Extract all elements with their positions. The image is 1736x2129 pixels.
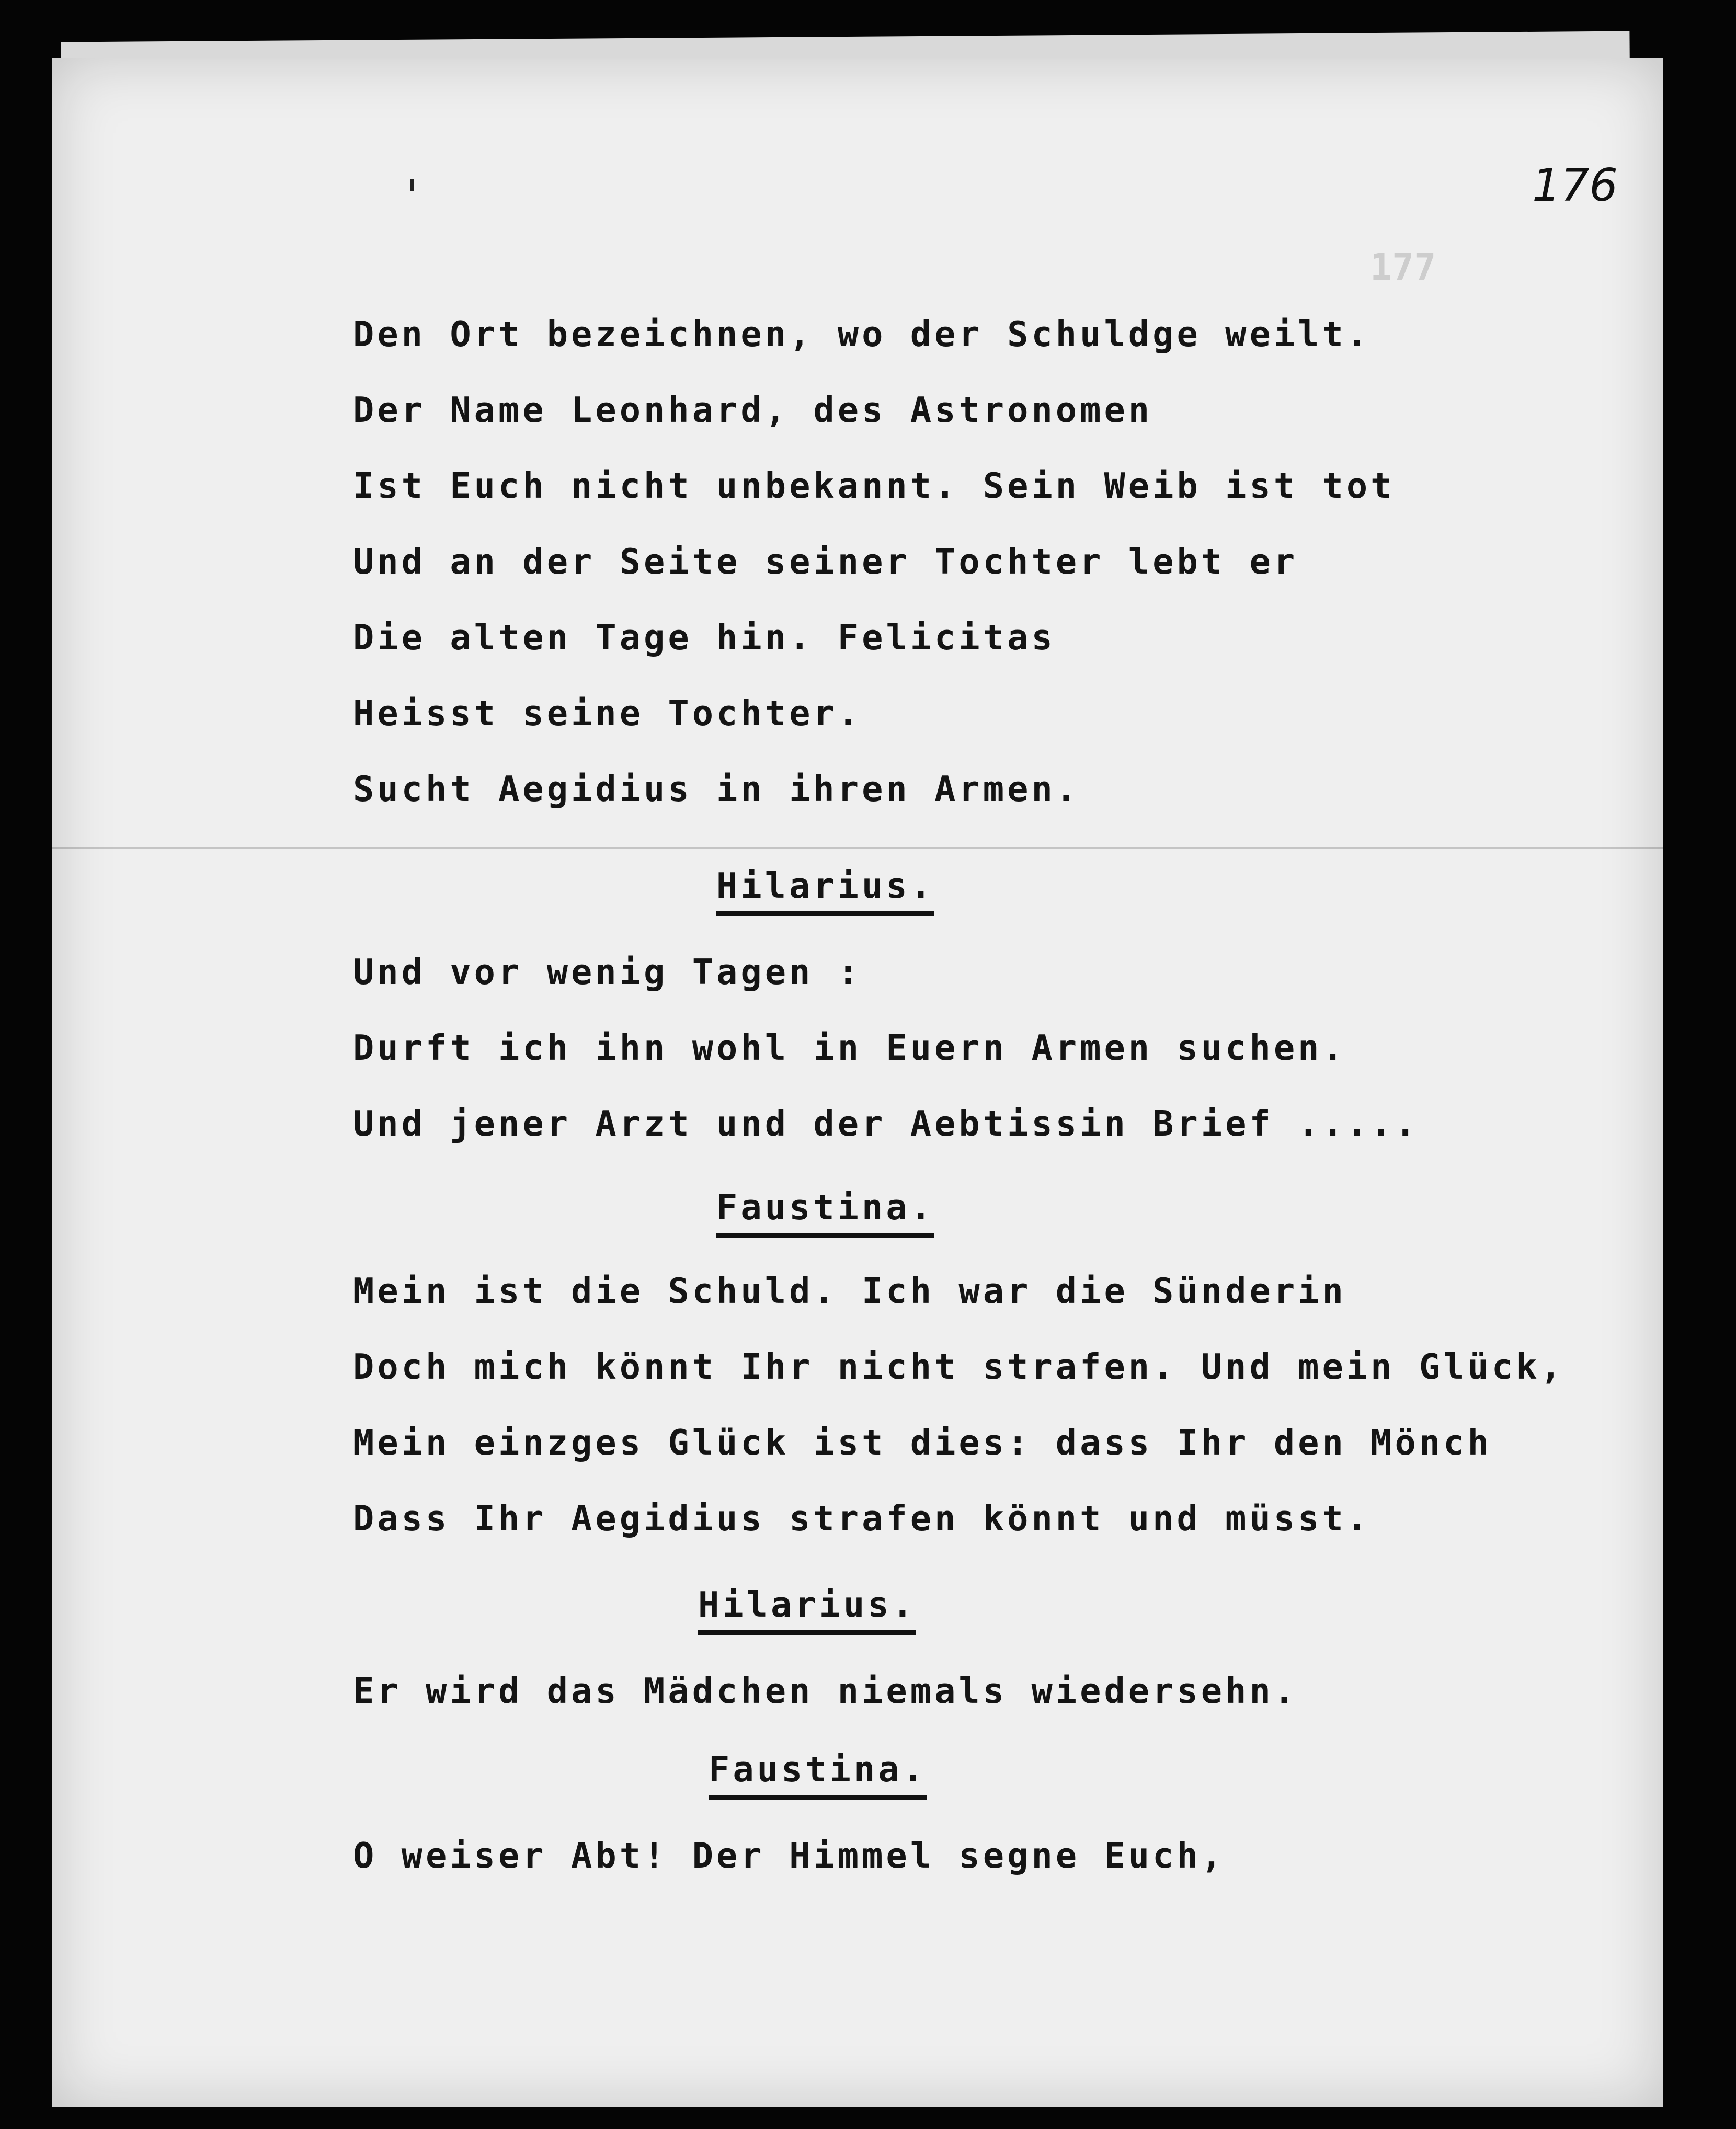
speaker-name: Hilarius. <box>716 865 934 916</box>
verse-line: O weiser Abt! Der Himmel segne Euch, <box>353 1835 1226 1876</box>
verse-line: Und jener Arzt und der Aebtissin Brief ..... <box>353 1103 1419 1144</box>
verse-line: Doch mich könnt Ihr nicht strafen. Und mein Glück, <box>353 1346 1564 1387</box>
page-number: 176 <box>1532 159 1618 212</box>
verse-line: Heisst seine Tochter. <box>353 693 862 734</box>
verse-line: Der Name Leonhard, des Astronomen <box>353 390 1153 430</box>
verse-line: Ist Euch nicht unbekannt. Sein Weib ist tot <box>353 465 1395 506</box>
verse-line: Dass Ihr Aegidius strafen könnt und müsst. <box>353 1498 1371 1539</box>
speaker-name: Faustina. <box>709 1749 927 1800</box>
fold-line <box>52 847 1663 849</box>
ghost-page-number: 177 <box>1370 246 1436 289</box>
verse-line: Sucht Aegidius in ihren Armen. <box>353 769 1080 809</box>
verse-line: Den Ort bezeichnen, wo der Schuldge weilt. <box>353 314 1371 354</box>
dialogue-text <box>290 58 1597 2097</box>
verse-line: Mein einzges Glück ist dies: dass Ihr den Mönch <box>353 1422 1492 1463</box>
verse-line: Er wird das Mädchen niemals wiedersehn. <box>353 1670 1298 1711</box>
speaker-name: Faustina. <box>716 1187 934 1238</box>
speaker-name: Hilarius. <box>698 1584 916 1635</box>
verse-line: Durft ich ihn wohl in Euern Armen suchen. <box>353 1027 1346 1068</box>
verse-line: Die alten Tage hin. Felicitas <box>353 617 1056 658</box>
typescript-page <box>52 58 1663 2107</box>
verse-line: Mein ist die Schuld. Ich war die Sünderin <box>353 1270 1346 1311</box>
verse-line: Und an der Seite seiner Tochter lebt er <box>353 541 1298 582</box>
verse-line: Und vor wenig Tagen : <box>353 952 862 992</box>
